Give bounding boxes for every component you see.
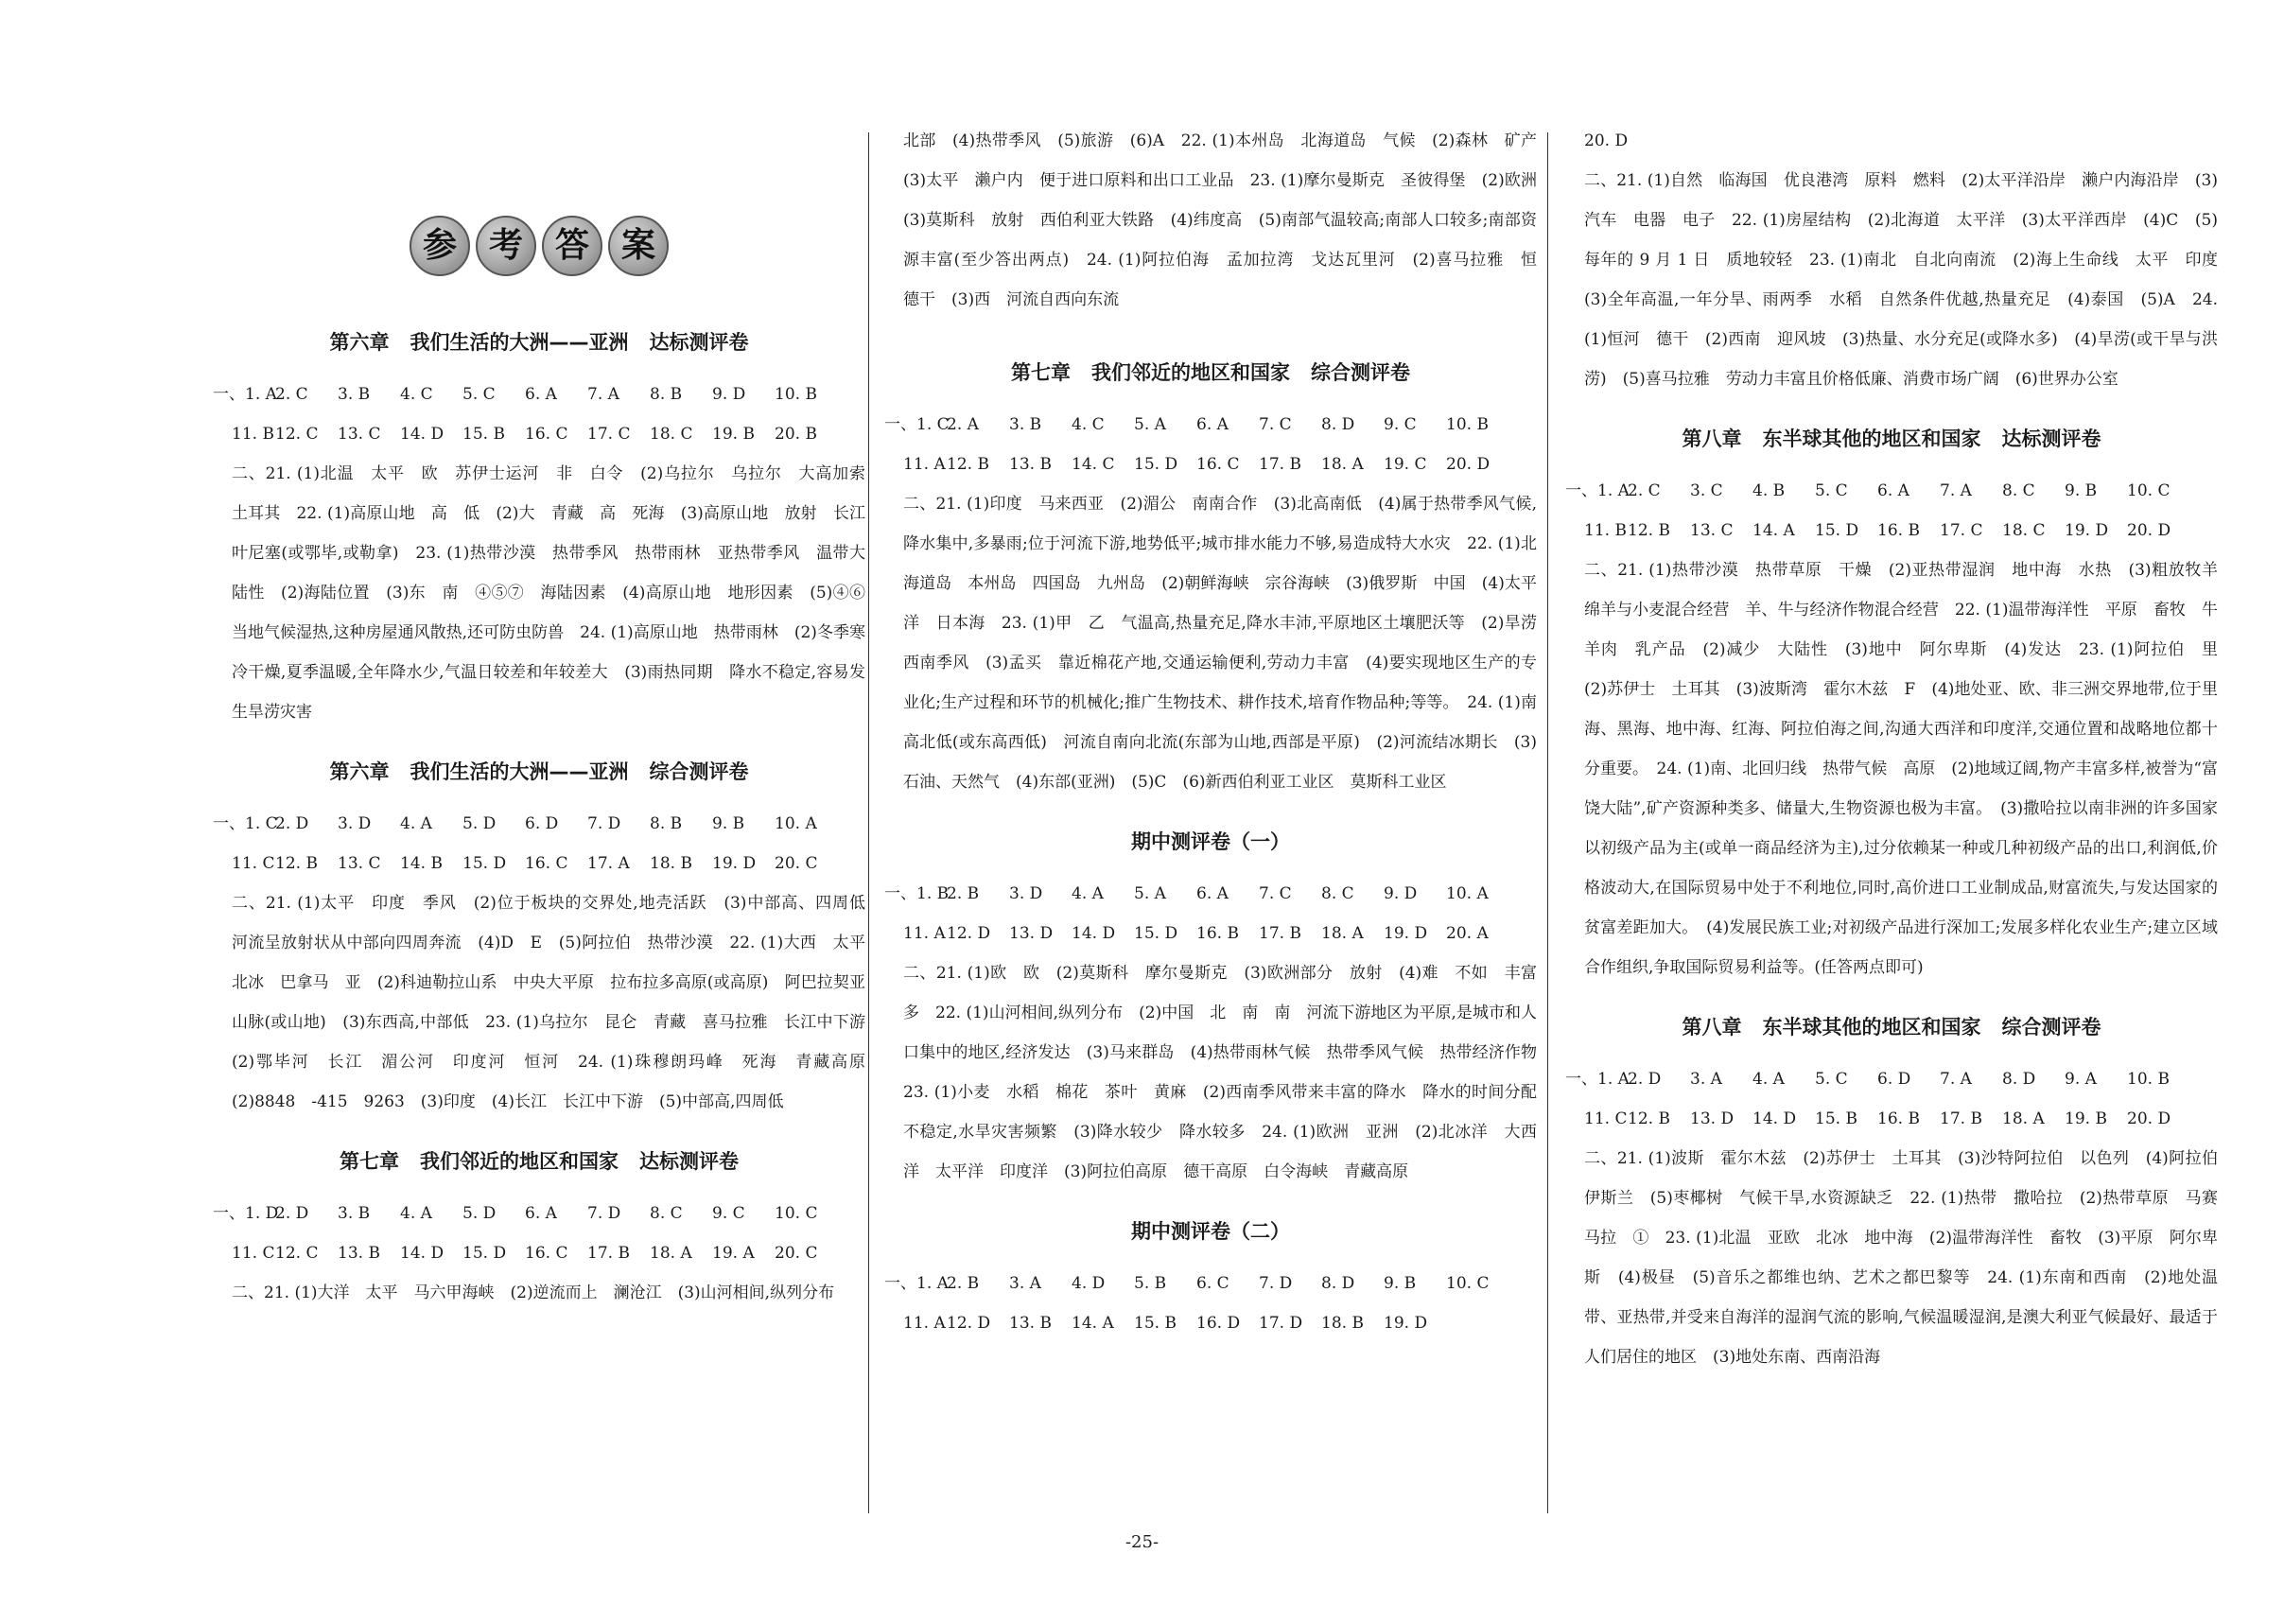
- mc-answer: 16. B: [1196, 924, 1239, 943]
- mc-answer: 17. B: [1259, 924, 1301, 943]
- mc-answer: 14. D: [1072, 924, 1116, 943]
- mc-answer: 13. B: [338, 1244, 380, 1263]
- mc-answer: 11. B: [1584, 521, 1627, 540]
- mc-answers: [884, 405, 1537, 484]
- mc-answer: 9. B: [2065, 481, 2098, 500]
- chapter-name: 我们生活的大洲——亚洲: [410, 331, 629, 354]
- mc-answer: 17. B: [1259, 455, 1301, 474]
- column-3: [1565, 121, 2234, 1377]
- mc-answer: 9. B: [1384, 1274, 1417, 1293]
- mc-answer: 6. A: [1196, 884, 1229, 903]
- mc-answers: [213, 375, 865, 454]
- mc-answer: 一、1. C: [213, 814, 278, 833]
- mc-answer: 17. B: [1940, 1109, 1982, 1128]
- section-title: [1565, 420, 2218, 458]
- mc-answer: 5. C: [462, 385, 496, 404]
- chapter-name: 我们生活的大洲——亚洲: [410, 760, 629, 783]
- chapter-label: 第八章: [1682, 1016, 1742, 1039]
- title-char: 考: [476, 216, 536, 276]
- mc-answer: 8. C: [2002, 481, 2035, 500]
- section-title: [213, 1143, 865, 1180]
- mc-answer: 7. A: [587, 385, 619, 404]
- mc-answer: 14. D: [400, 425, 445, 444]
- mc-answer: 17. B: [587, 1244, 630, 1263]
- mc-answer: 15. D: [462, 854, 507, 873]
- mc-answer: 19. B: [2065, 1109, 2107, 1128]
- mc-answer: 7. C: [1259, 884, 1292, 903]
- mc-answer: 13. C: [1690, 521, 1734, 540]
- mc-answer: 10. C: [2127, 481, 2171, 500]
- title-char: 案: [608, 216, 669, 276]
- mc-answer: 18. C: [2002, 521, 2046, 540]
- test-name: 达标测评卷: [2001, 428, 2101, 450]
- section-title: 期中测评卷（二）: [1131, 1220, 1290, 1243]
- mc-answer: 4. A: [400, 1204, 432, 1223]
- mc-answer: 14. C: [1072, 455, 1115, 474]
- mc-answer: 11. C: [232, 854, 275, 873]
- mc-answer: 一、1. A: [1565, 1070, 1630, 1089]
- mc-answer: 17. C: [587, 425, 631, 444]
- mc-answer: 17. A: [587, 854, 630, 873]
- mc-answer: 2. A: [947, 415, 979, 434]
- mc-answer: 10. B: [775, 385, 817, 404]
- mc-answer: 3. B: [338, 385, 371, 404]
- mc-answer: 12. D: [947, 924, 991, 943]
- mc-answer: 4. A: [1752, 1070, 1785, 1089]
- test-name: 综合测评卷: [2001, 1016, 2101, 1039]
- mc-answer: 18. A: [1321, 924, 1364, 943]
- mc-answer: 9. C: [1384, 415, 1417, 434]
- section-title: [213, 323, 865, 361]
- mc-answer: 一、1. A: [1565, 481, 1630, 500]
- column-divider-1: [868, 132, 869, 1513]
- mc-answer: 6. A: [525, 385, 557, 404]
- mc-answer: 12. C: [275, 1244, 319, 1263]
- mc-answer: 18. A: [2002, 1109, 2045, 1128]
- mc-answer: 10. C: [1446, 1274, 1490, 1293]
- mc-answer: 20. A: [1446, 924, 1489, 943]
- mc-answer: 8. D: [2002, 1070, 2036, 1089]
- chapter-label: 第六章: [329, 331, 390, 354]
- column-2: [884, 121, 1553, 1343]
- column-1: [213, 121, 881, 1313]
- section-title: [213, 753, 865, 791]
- mc-answer: 8. B: [650, 814, 683, 833]
- mc-answer: 16. B: [1877, 1109, 1920, 1128]
- page-title: [213, 216, 865, 276]
- mc-answer: 5. D: [462, 1204, 497, 1223]
- mc-answer: 13. C: [338, 854, 381, 873]
- mc-answer: 7. A: [1940, 481, 1972, 500]
- answer-paragraph: 二、21. (1)自然 临海国 优良港湾 原料 燃料 (2)太平洋沿岸 濑户内海沿岸 (3)汽车 电器 电子 22. (1)房屋结构 (2)北海道 太平洋 (3)太平洋西岸 (4)C (5)每年的 9 月 1 日 质地较轻 23. (1)南北 自北向南流 (2)海上生命线 太平 印度 (3)全年高温,一年分旱、雨两季 水稻 自然条件优越,热量充足 (4)泰国 (5)A 24. (1)恒河 德干 (2)西南 迎风坡 (3)热量、水分充足(或降水多) (4)旱涝(或干旱与洪涝) (5)喜马拉雅 劳动力丰富且价格低廉、消费市场广阔 (6)世界办公室: [1584, 171, 2234, 389]
- mc-answer: 2. C: [1628, 481, 1661, 500]
- answer-paragraph: 二、21. (1)大洋 太平 马六甲海峡 (2)逆流而上 澜沧江 (3)山河相间,纵列分布: [232, 1283, 835, 1302]
- mc-answer: 11. A: [903, 924, 946, 943]
- mc-answer: 20. D: [2127, 1109, 2171, 1128]
- mc-answer: 14. D: [1752, 1109, 1797, 1128]
- section-title: [884, 354, 1537, 392]
- mc-answer: 2. D: [275, 814, 309, 833]
- mc-answer: 2. B: [947, 1274, 980, 1293]
- mc-answer: 3. B: [338, 1204, 371, 1223]
- mc-answer: 20. C: [775, 1244, 818, 1263]
- mc-answer: 10. A: [775, 814, 817, 833]
- mc-answer: 一、1. D: [213, 1204, 279, 1223]
- answer-paragraph: 二、21. (1)北温 太平 欧 苏伊士运河 非 白令 (2)乌拉尔 乌拉尔 大高加索 土耳其 22. (1)高原山地 高 低 (2)大 青藏 高 死海 (3)高原山地 放射 长江 叶尼塞(或鄂毕,或勒拿) 23. (1)热带沙漠 热带季风 热带雨林 亚热带季风 温带大陆性 (2)海陆位置 (3)东 南 ④⑤⑦ 海陆因素 (4)高原山地 地形因素 (5)④⑥ 当地气候湿热,这种房屋通风散热,还可防虫防兽 24. (1)高原山地 热带雨林 (2)冬季寒冷干燥,夏季温暖,全年降水少,气温日较差和年较差大 (3)雨热同期 降水不稳定,容易发生旱涝灾害: [232, 464, 881, 722]
- mc-answer: 10. B: [2127, 1070, 2170, 1089]
- mc-answer: 17. C: [1940, 521, 1983, 540]
- page-number: -25-: [1125, 1532, 1159, 1552]
- mc-answer: 12. C: [275, 425, 319, 444]
- mc-answer: 15. D: [1134, 455, 1178, 474]
- mc-answer: 5. B: [1134, 1274, 1167, 1293]
- mc-answer: 12. D: [947, 1314, 991, 1333]
- mc-answer: 16. B: [1877, 521, 1920, 540]
- mc-answer: 7. D: [587, 1204, 621, 1223]
- mc-answer: 14. D: [400, 1244, 445, 1263]
- mc-answer: 2. B: [947, 884, 980, 903]
- answer-paragraph: 二、21. (1)印度 马来西亚 (2)湄公 南南合作 (3)北高南低 (4)属于热带季风气候,降水集中,多暴雨;位于河流下游,地势低平;城市排水能力不够,易造成特大水灾 22. (1)北海道岛 本州岛 四国岛 九州岛 (2)朝鲜海峡 宗谷海峡 (3)俄罗斯 中国 (4)太平洋 日本海 23. (1)甲 乙 气温高,热量充足,降水丰沛,平原地区土壤肥沃等 (2)旱涝 西南季风 (3)孟买 靠近棉花产地,交通运输便利,劳动力丰富 (4)要实现地区生产的专业化;生产过程和环节的机械化;推广生物技术、耕作技术,培育作物品种;等等。 24. (1)南高北低(或东高西低) 河流自南向北流(东部为山地,西部是平原) (2)河流结冰期长 (3)石油、天然气 (4)东部(亚洲) (5)C (6)新西伯利亚工业区 莫斯科工业区: [903, 495, 1553, 792]
- mc-answer: 9. C: [712, 1204, 745, 1223]
- mc-answer: 6. C: [1196, 1274, 1229, 1293]
- chapter-label: 第七章: [1011, 361, 1071, 384]
- mc-answer: 15. D: [462, 1244, 507, 1263]
- mc-answers: [213, 1194, 865, 1273]
- mc-answer: 17. D: [1259, 1314, 1303, 1333]
- mc-answer: 10. B: [1446, 415, 1489, 434]
- mc-answer: 6. A: [1196, 415, 1229, 434]
- mc-answer: 2. C: [275, 385, 308, 404]
- mc-answer: 16. C: [525, 854, 568, 873]
- mc-answer: 8. D: [1321, 415, 1355, 434]
- mc-answer: 14. B: [400, 854, 443, 873]
- mc-answer: 10. C: [775, 1204, 818, 1223]
- mc-answer: 18. A: [1321, 455, 1364, 474]
- mc-answer: 13. D: [1690, 1109, 1735, 1128]
- mc-answer: 11. C: [1584, 1109, 1628, 1128]
- mc-answer: 9. D: [712, 385, 746, 404]
- test-name: 达标测评卷: [639, 1150, 739, 1173]
- mc-answer: 6. A: [525, 1204, 557, 1223]
- mc-answer: 4. C: [1072, 415, 1105, 434]
- test-name: 达标测评卷: [649, 331, 749, 354]
- mc-answer: 3. D: [338, 814, 372, 833]
- mc-answer: 11. B: [232, 425, 274, 444]
- mc-answer: 7. C: [1259, 415, 1292, 434]
- mc-answer: 4. A: [1072, 884, 1104, 903]
- mc-answer: 14. A: [1752, 521, 1795, 540]
- mc-answer: 16. C: [1196, 455, 1240, 474]
- mc-answer: 一、1. C: [884, 415, 950, 434]
- mc-answer: 19. D: [712, 854, 757, 873]
- mc-answer: 2. D: [275, 1204, 309, 1223]
- mc-answer: 5. A: [1134, 415, 1166, 434]
- mc-answers: [1565, 471, 2218, 550]
- mc-answers: [1565, 1059, 2218, 1139]
- section-title: [1565, 1008, 2218, 1046]
- mc-answer: 12. B: [1628, 1109, 1670, 1128]
- mc-answer: 9. D: [1384, 884, 1418, 903]
- chapter-label: 第六章: [329, 760, 390, 783]
- chapter-name: 我们邻近的地区和国家: [1091, 361, 1290, 384]
- answer-paragraph: 二、21. (1)热带沙漠 热带草原 干燥 (2)亚热带湿润 地中海 水热 (3)粗放牧羊 绵羊与小麦混合经营 羊、牛与经济作物混合经营 22. (1)温带海洋性 平原 畜牧 牛羊肉 乳产品 (2)减少 大陆性 (3)地中 阿尔卑斯 (4)发达 23. (1)阿拉伯 里 (2)苏伊士 土耳其 (3)波斯湾 霍尔木兹 F (4)地处亚、欧、非三洲交界地带,位于里海、黑海、地中海、红海、阿拉伯海之间,沟通大西洋和印度洋,交通位置和战略地位都十分重要。 24. (1)南、北回归线 热带气候 高原 (2)地域辽阔,物产丰富多样,被誉为“富饶大陆”,矿产资源种类多、储量大,生物资源也极为丰富。 (3)撒哈拉以南非洲的许多国家以初级产品为主(或单一商品经济为主),过分依赖某一种或几种初级产品的出口,利润低,价格波动大,在国际贸易中处于不利地位,同时,高价进口工业制成品,财富流失,与发达国家的贫富差距加大。 (4)发展民族工业;对初级产品进行深加工;发展多样化农业生产;建立区域合作组织,争取国际贸易利益等。(任答两点即可): [1584, 561, 2234, 977]
- mc-answer: 20. C: [775, 854, 818, 873]
- mc-answer: 8. B: [650, 385, 683, 404]
- mc-answer: 5. C: [1815, 1070, 1848, 1089]
- mc-answer: 13. C: [338, 425, 381, 444]
- mc-answer: 15. B: [1815, 1109, 1857, 1128]
- chapter-label: 第八章: [1682, 428, 1742, 450]
- title-char: 参: [410, 216, 470, 276]
- mc-answer: 3. D: [1009, 884, 1043, 903]
- mc-answer: 19. A: [712, 1244, 755, 1263]
- mc-answers: [213, 804, 865, 883]
- mc-answer: 13. D: [1009, 924, 1054, 943]
- mc-answer: 9. A: [2065, 1070, 2097, 1089]
- mc-answer: 11. C: [232, 1244, 275, 1263]
- mc-answer: 19. C: [1384, 455, 1427, 474]
- answer-paragraph: 二、21. (1)欧 欧 (2)莫斯科 摩尔曼斯克 (3)欧洲部分 放射 (4)难 不如 丰富 多 22. (1)山河相间,纵列分布 (2)中国 北 南 南 河流下游地区为平原,是城市和人口集中的地区,经济发达 (3)马来群岛 (4)热带雨林气候 热带季风气候 热带经济作物 23. (1)小麦 水稻 棉花 茶叶 黄麻 (2)西南季风带来丰富的降水 降水的时间分配不稳定,水旱灾害频繁 (3)降水较少 降水较多 24. (1)欧洲 亚洲 (2)北冰洋 大西洋 太平洋 印度洋 (3)阿拉伯高原 德干高原 白令海峡 青藏高原: [903, 964, 1553, 1181]
- mc-answer: 3. B: [1009, 415, 1042, 434]
- mc-answer: 8. C: [1321, 884, 1354, 903]
- mc-answer: 20. D: [2127, 521, 2171, 540]
- mc-answer: 3. A: [1009, 1274, 1041, 1293]
- mc-answer: 11. A: [903, 1314, 946, 1333]
- mc-answer: 15. D: [1134, 924, 1178, 943]
- mc-answer: 5. A: [1134, 884, 1166, 903]
- mc-answer: 12. B: [947, 455, 989, 474]
- answer-paragraph: 二、21. (1)太平 印度 季风 (2)位于板块的交界处,地壳活跃 (3)中部高、四周低 河流呈放射状从中部向四周奔流 (4)D E (5)阿拉伯 热带沙漠 22. (1)大西 太平 北冰 巴拿马 亚 (2)科迪勒拉山系 中央大平原 拉布拉多高原(或高原) 阿巴拉契亚山脉(或山地) (3)东西高,中部低 23. (1)乌拉尔 昆仑 青藏 喜马拉雅 长江中下游 (2)鄂毕河 长江 湄公河 印度河 恒河 24. (1)珠穆朗玛峰 死海 青藏高原 (2)8848 -415 9263 (3)印度 (4)长江 长江中下游 (5)中部高,四周低: [232, 894, 881, 1111]
- chapter-name: 我们邻近的地区和国家: [420, 1150, 619, 1173]
- chapter-name: 东半球其他的地区和国家: [1762, 428, 1981, 450]
- mc-answer: 6. A: [1877, 481, 1909, 500]
- mc-answer: 7. D: [1259, 1274, 1293, 1293]
- chapter-name: 东半球其他的地区和国家: [1762, 1016, 1981, 1039]
- mc-answer: 7. D: [587, 814, 621, 833]
- mc-answer: 12. B: [1628, 521, 1670, 540]
- mc-answer: 15. D: [1815, 521, 1859, 540]
- mc-answer: 18. C: [650, 425, 693, 444]
- mc-answer: 6. D: [525, 814, 559, 833]
- mc-answer: 10. A: [1446, 884, 1489, 903]
- mc-answer: 19. D: [1384, 1314, 1428, 1333]
- mc-answer: 14. A: [1072, 1314, 1114, 1333]
- mc-answer: 3. C: [1690, 481, 1723, 500]
- mc-answer: 19. B: [712, 425, 755, 444]
- answer-paragraph: 二、21. (1)波斯 霍尔木兹 (2)苏伊士 土耳其 (3)沙特阿拉伯 以色列 (4)阿拉伯 伊斯兰 (5)枣椰树 气候干旱,水资源缺乏 22. (1)热带 撒哈拉 (2)热带草原 马赛马拉 ① 23. (1)北温 亚欧 北冰 地中海 (2)温带海洋性 畜牧 (3)平原 阿尔卑斯 (4)极昼 (5)音乐之都维也纳、艺术之都巴黎等 24. (1)东南和西南 (2)地处温带、亚热带,并受来自海洋的湿润气流的影响,气候温暖湿润,是澳大利亚气候最好、最适于人们居住的地区 (3)地处东南、西南沿海: [1584, 1149, 2234, 1367]
- mc-answer: 15. B: [462, 425, 505, 444]
- mc-answer: 18. B: [1321, 1314, 1364, 1333]
- mc-answer: 20. B: [775, 425, 817, 444]
- mc-tail: 20. D: [1584, 131, 1629, 150]
- mc-answer: 7. A: [1940, 1070, 1972, 1089]
- mc-answer: 13. B: [1009, 1314, 1052, 1333]
- test-name: 综合测评卷: [649, 760, 749, 783]
- mc-answer: 16. C: [525, 425, 568, 444]
- mc-answer: 6. D: [1877, 1070, 1911, 1089]
- answer-paragraph: 北部 (4)热带季风 (5)旅游 (6)A 22. (1)本州岛 北海道岛 气候 (2)森林 矿产 (3)太平 濑户内 便于进口原料和出口工业品 23. (1)摩尔曼斯克 圣彼得堡 (2)欧洲 (3)莫斯科 放射 西伯利亚大铁路 (4)纬度高 (5)南部气温较高;南部人口较多;南部资源丰富(至少答出两点) 24. (1)阿拉伯海 孟加拉湾 戈达瓦里河 (2)喜马拉雅 恒 德干 (3)西 河流自西向东流: [903, 131, 1553, 309]
- mc-answer: 19. D: [2065, 521, 2109, 540]
- mc-answer: 8. C: [650, 1204, 683, 1223]
- mc-answer: 一、1. A: [213, 385, 277, 404]
- mc-answer: 16. C: [525, 1244, 568, 1263]
- mc-answer: 4. B: [1752, 481, 1786, 500]
- title-char: 答: [542, 216, 602, 276]
- mc-answer: 5. D: [462, 814, 497, 833]
- mc-answer: 5. C: [1815, 481, 1848, 500]
- mc-answer: 2. D: [1628, 1070, 1662, 1089]
- mc-answer: 12. B: [275, 854, 318, 873]
- mc-answer: 13. B: [1009, 455, 1052, 474]
- chapter-label: 第七章: [340, 1150, 399, 1173]
- mc-answer: 9. B: [712, 814, 745, 833]
- mc-answer: 一、1. A: [884, 1274, 949, 1293]
- mc-answer: 20. D: [1446, 455, 1491, 474]
- test-name: 综合测评卷: [1311, 361, 1410, 384]
- mc-answer: 16. D: [1196, 1314, 1241, 1333]
- section-title: 期中测评卷（一）: [1131, 830, 1290, 853]
- mc-answer: 15. B: [1134, 1314, 1177, 1333]
- mc-answer: 18. B: [650, 854, 692, 873]
- mc-answer: 19. D: [1384, 924, 1428, 943]
- mc-answer: 一、1. B: [884, 884, 950, 903]
- mc-answer: 11. A: [903, 455, 946, 474]
- mc-answer: 4. D: [1072, 1274, 1106, 1293]
- mc-answer: 4. A: [400, 814, 432, 833]
- column-divider-2: [1547, 132, 1548, 1513]
- mc-answer: 8. D: [1321, 1274, 1355, 1293]
- mc-answers: [884, 874, 1537, 953]
- mc-answer: 4. C: [400, 385, 433, 404]
- mc-answer: 18. A: [650, 1244, 692, 1263]
- mc-answer: 3. A: [1690, 1070, 1722, 1089]
- mc-answers: [884, 1264, 1537, 1343]
